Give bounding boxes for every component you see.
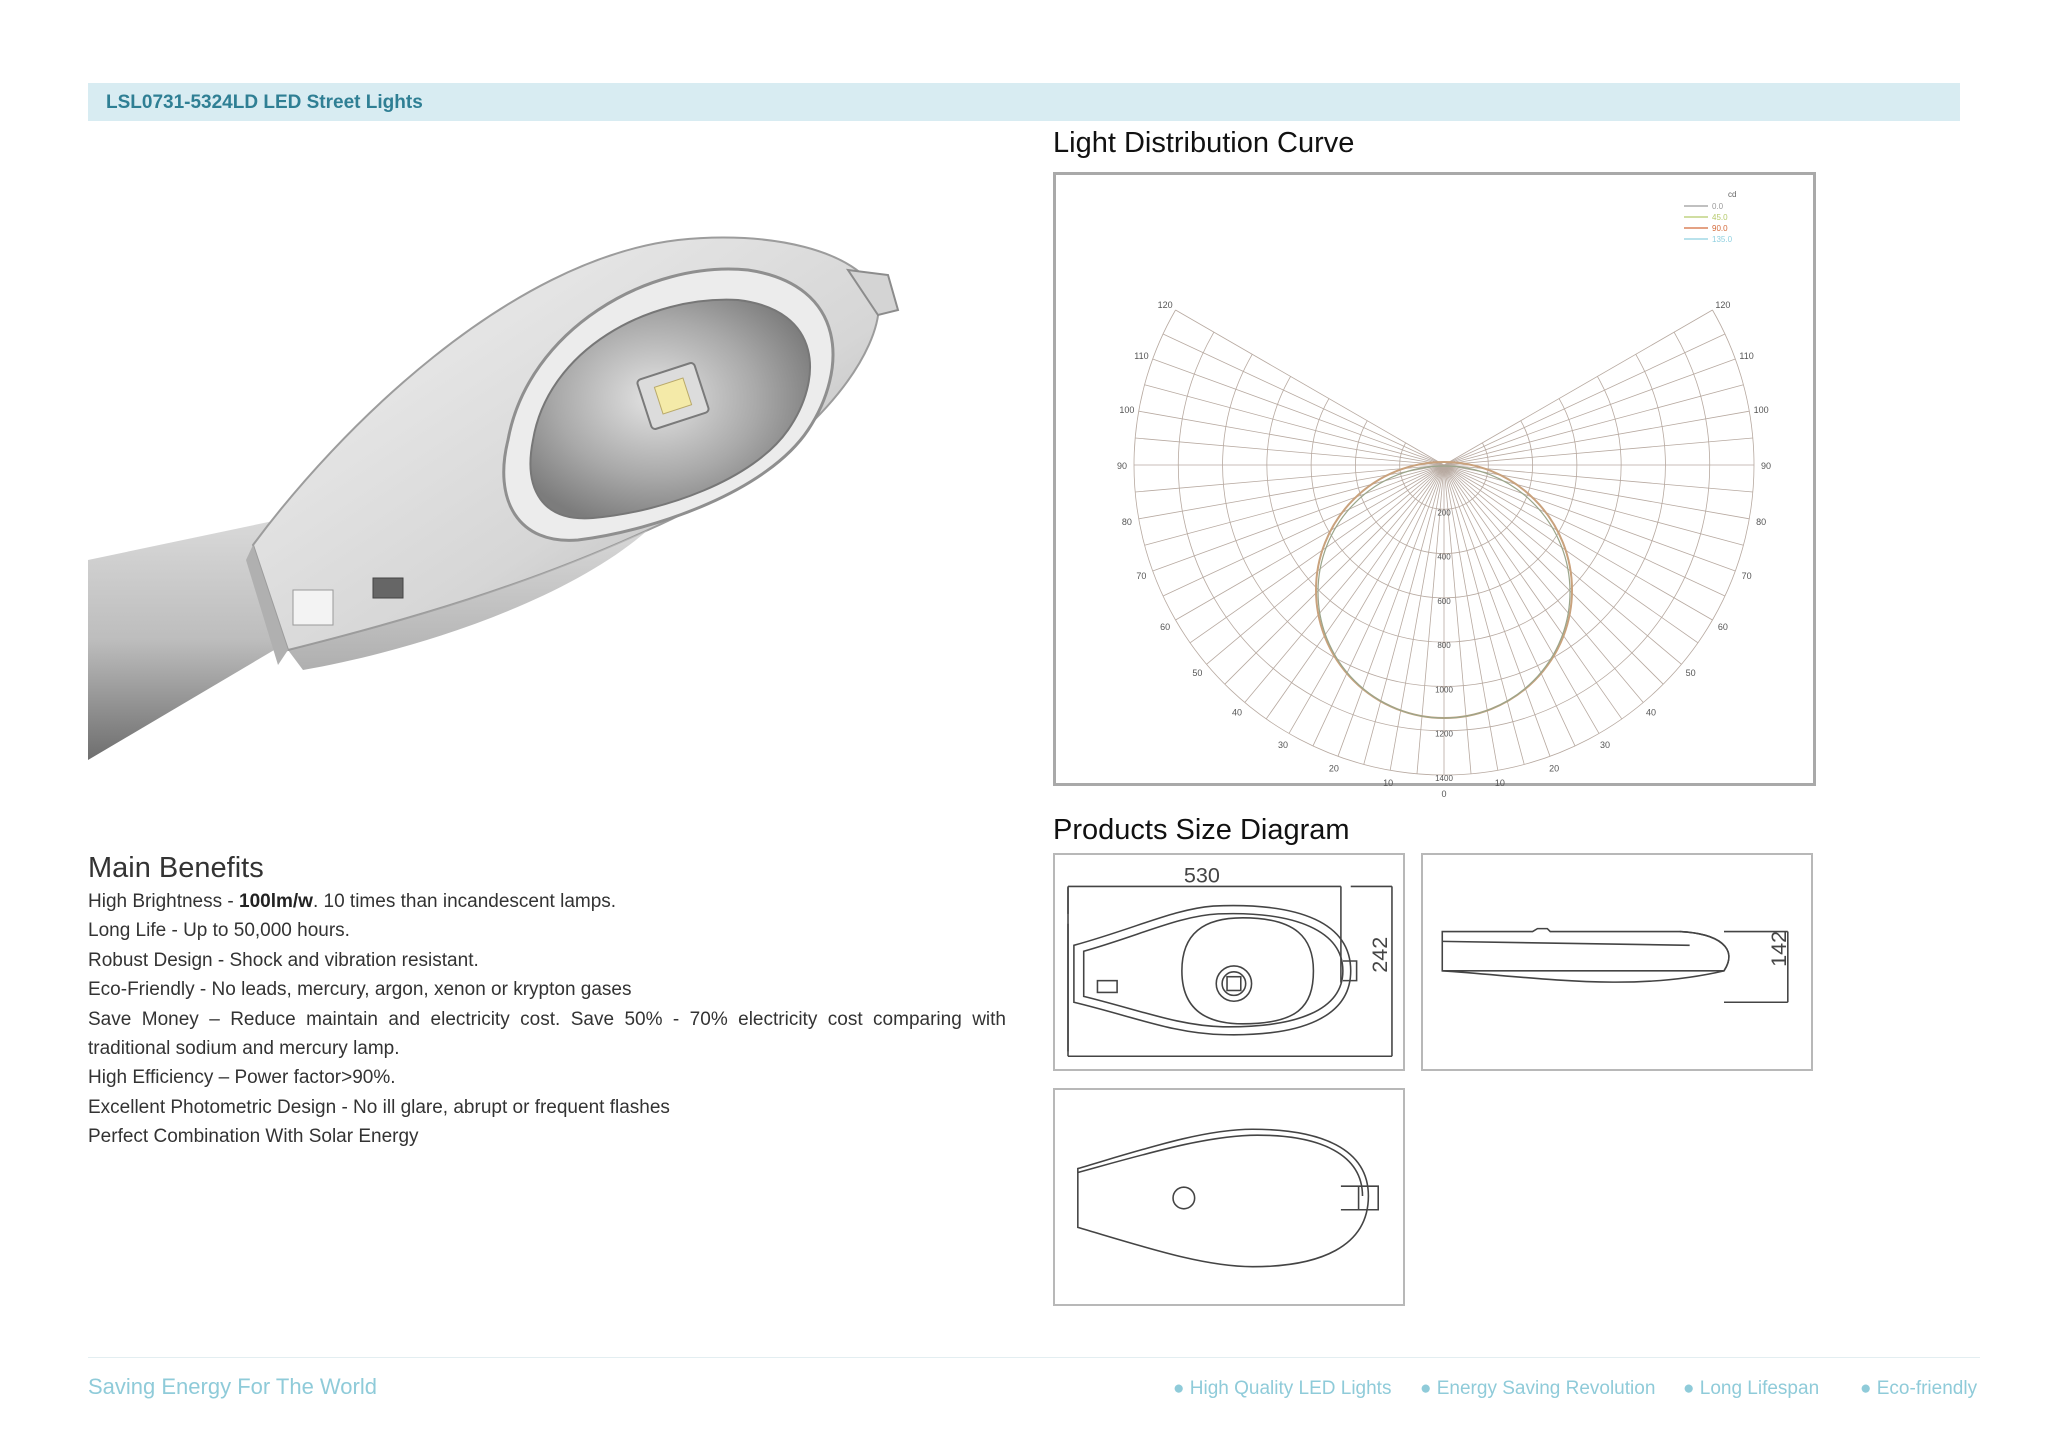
grid-spoke bbox=[1145, 385, 1444, 465]
grid-spoke bbox=[1444, 310, 1712, 465]
header-bar bbox=[88, 83, 1960, 121]
benefit-item: Perfect Combination With Solar Energy bbox=[88, 1126, 419, 1148]
grid-spoke bbox=[1444, 465, 1524, 764]
angle-label-right: 110 bbox=[1739, 350, 1754, 361]
grid-spoke bbox=[1135, 438, 1444, 465]
grid-spoke bbox=[1153, 359, 1444, 465]
grid-spoke bbox=[1145, 465, 1444, 545]
street-light-photo bbox=[88, 200, 1008, 800]
angle-label-left: 110 bbox=[1134, 350, 1149, 361]
angle-label-right: 100 bbox=[1753, 405, 1769, 416]
benefit-item: High Brightness - 100lm/w. 10 times than incandescent lamps. bbox=[88, 891, 617, 912]
angle-label-left: 80 bbox=[1121, 516, 1132, 527]
benefit-item: High Efficiency – Power factor>90%. bbox=[88, 1067, 396, 1089]
radial-label: 1000 bbox=[1435, 685, 1453, 695]
side-view-diagram bbox=[1421, 853, 1813, 1071]
angle-label-left: 10 bbox=[1383, 778, 1394, 789]
curve-heading: Light Distribution Curve bbox=[1053, 127, 1355, 159]
benefits-list bbox=[88, 887, 1006, 1152]
grid-spoke bbox=[1444, 385, 1743, 465]
top-view-diagram bbox=[1053, 853, 1405, 1071]
grid-spoke bbox=[1163, 465, 1444, 596]
grid-spoke bbox=[1163, 334, 1444, 465]
grid-spoke bbox=[1444, 411, 1749, 465]
legend-label: 45.0 bbox=[1712, 213, 1728, 222]
grid-spoke bbox=[1338, 465, 1444, 756]
grid-spoke bbox=[1444, 334, 1725, 465]
grid-spoke bbox=[1444, 359, 1735, 465]
width-dimension: 242 bbox=[1367, 936, 1393, 973]
angle-label-left: 30 bbox=[1277, 739, 1289, 750]
legend-label: 135.0 bbox=[1712, 235, 1733, 244]
legend-label: 0.0 bbox=[1712, 202, 1724, 211]
page-title: LSL0731-5324LD LED Street Lights bbox=[106, 92, 423, 113]
length-dimension: 530 bbox=[1183, 862, 1220, 888]
grid-spoke bbox=[1289, 465, 1444, 733]
radial-label: 1400 bbox=[1435, 774, 1453, 783]
footer-tag-quality: ● High Quality LED Lights bbox=[1173, 1378, 1392, 1399]
angle-label-right: 70 bbox=[1741, 571, 1752, 582]
grid-spoke bbox=[1444, 465, 1712, 620]
radial-label: 600 bbox=[1437, 596, 1451, 606]
angle-label-right: 10 bbox=[1494, 778, 1505, 789]
angle-label-left: 50 bbox=[1192, 667, 1203, 678]
grid-spoke bbox=[1444, 465, 1743, 545]
grid-spoke bbox=[1444, 465, 1575, 746]
grid-spoke bbox=[1176, 465, 1444, 620]
radial-label: 400 bbox=[1437, 552, 1451, 562]
angle-label-left: 70 bbox=[1136, 571, 1147, 582]
benefit-item: Long Life - Up to 50,000 hours. bbox=[88, 920, 350, 942]
grid-spoke bbox=[1139, 411, 1444, 465]
angle-label-left: 90 bbox=[1116, 461, 1128, 471]
footer-tag-lifespan: ● Long Lifespan bbox=[1683, 1378, 1820, 1399]
benefit-item: Save Money – Reduce maintain and electricity cost. Save 50% - 70% electricity cost comparing with traditional sodium and mercury lamp. bbox=[88, 1008, 1006, 1060]
footer-divider bbox=[88, 1357, 1980, 1358]
angle-label-left: 120 bbox=[1157, 300, 1173, 310]
angle-label-left: 100 bbox=[1119, 405, 1135, 416]
legend-title: cd bbox=[1728, 190, 1737, 199]
radial-label: 200 bbox=[1437, 508, 1451, 518]
grid-spoke bbox=[1444, 465, 1599, 733]
angle-label-right: 80 bbox=[1756, 516, 1767, 527]
footer-tag-eco: ● Eco-friendly bbox=[1860, 1378, 1978, 1399]
angle-label-right: 30 bbox=[1599, 739, 1611, 750]
benefit-item: Excellent Photometric Design - No ill glare, abrupt or frequent flashes bbox=[88, 1096, 670, 1118]
height-dimension: 142 bbox=[1765, 930, 1791, 967]
light-distribution-curve bbox=[1053, 172, 1816, 799]
grid-spoke bbox=[1444, 465, 1753, 492]
polar-chart bbox=[1056, 175, 1813, 799]
grid-spoke bbox=[1444, 465, 1735, 571]
radial-label: 1200 bbox=[1435, 729, 1453, 739]
angle-label-right: 20 bbox=[1549, 763, 1560, 774]
benefit-item: Robust Design - Shock and vibration resistant. bbox=[88, 949, 479, 971]
grid-spoke bbox=[1135, 465, 1444, 492]
angle-label-left: 40 bbox=[1232, 707, 1243, 718]
size-heading: Products Size Diagram bbox=[1053, 814, 1350, 846]
footer-slogan: Saving Energy For The World bbox=[88, 1374, 377, 1399]
grid-spoke bbox=[1444, 465, 1725, 596]
grid-spoke bbox=[1364, 465, 1444, 764]
grid-spoke bbox=[1153, 465, 1444, 571]
benefit-item: Eco-Friendly - No leads, mercury, argon, xenon or krypton gases bbox=[88, 979, 632, 1001]
grid-spoke bbox=[1444, 465, 1550, 756]
angle-label-left: 20 bbox=[1328, 763, 1339, 774]
angle-label-zero: 0 bbox=[1441, 789, 1447, 799]
angle-label-right: 50 bbox=[1685, 667, 1696, 678]
legend-label: 90.0 bbox=[1712, 224, 1728, 233]
angle-label-right: 60 bbox=[1717, 622, 1728, 632]
radial-label: 800 bbox=[1437, 641, 1451, 651]
angle-label-right: 90 bbox=[1760, 461, 1772, 471]
grid-spoke bbox=[1313, 465, 1444, 746]
angle-label-left: 60 bbox=[1160, 622, 1171, 632]
angle-label-right: 120 bbox=[1715, 300, 1731, 310]
grid-spoke bbox=[1176, 310, 1444, 465]
bottom-view-diagram bbox=[1053, 1088, 1405, 1306]
footer-tag-energy: ● Energy Saving Revolution bbox=[1420, 1378, 1656, 1399]
benefits-title: Main Benefits bbox=[88, 852, 264, 884]
angle-label-right: 40 bbox=[1645, 707, 1656, 718]
grid-spoke bbox=[1444, 438, 1753, 465]
